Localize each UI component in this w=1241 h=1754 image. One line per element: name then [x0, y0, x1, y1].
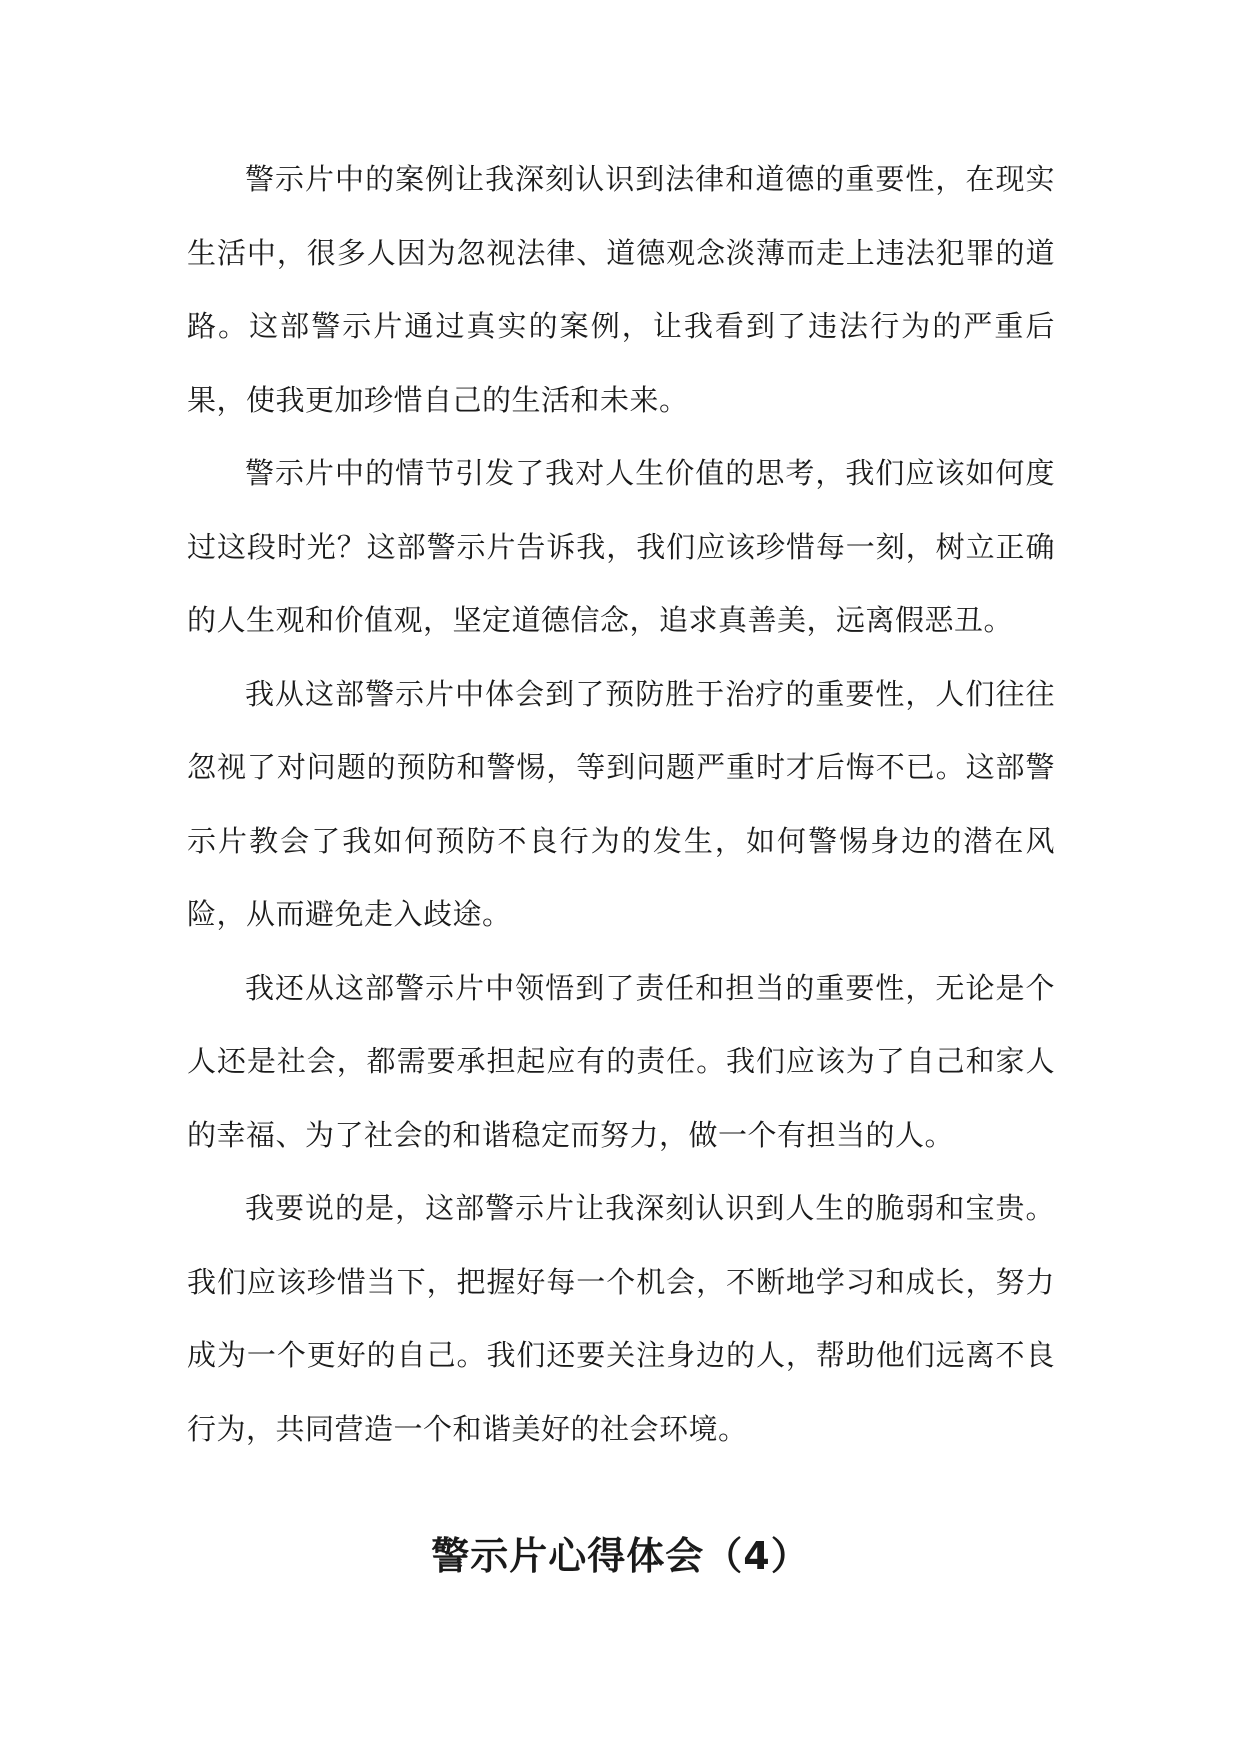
paragraph-3: 我从这部警示片中体会到了预防胜于治疗的重要性，人们往往忽视了对问题的预防和警惕，等到问题严重时才后悔不已。这部警示片教会了我如何预防不良行为的发生，如何警惕身边的潜在风险，从而避免走入歧途。: [187, 676, 1055, 931]
paragraph-2: 警示片中的情节引发了我对人生价值的思考，我们应该如何度过这段时光？这部警示片告诉我，我们应该珍惜每一刻，树立正确的人生观和价值观，坚定道德信念，追求真善美，远离假恶丑。: [187, 456, 1055, 637]
document-body: [187, 143, 1055, 1466]
paragraph-4: 我还从这部警示片中领悟到了责任和担当的重要性，无论是个人还是社会，都需要承担起应有的责任。我们应该为了自己和家人的幸福、为了社会的和谐稳定而努力，做一个有担当的人。: [187, 970, 1055, 1152]
section-heading: 警示片心得体会（4）: [431, 1534, 810, 1578]
paragraph-1: 警示片中的案例让我深刻认识到法律和道德的重要性，在现实生活中，很多人因为忽视法律、道德观念淡薄而走上违法犯罪的道路。这部警示片通过真实的案例，让我看到了违法行为的严重后果，使我更加珍惜自己的生活和未来。: [187, 162, 1055, 417]
paragraph-5: 我要说的是，这部警示片让我深刻认识到人生的脆弱和宝贵。我们应该珍惜当下，把握好每一个机会，不断地学习和成长，努力成为一个更好的自己。我们还要关注身边的人，帮助他们远离不良行为，共同营造一个和谐美好的社会环境。: [187, 1191, 1055, 1446]
